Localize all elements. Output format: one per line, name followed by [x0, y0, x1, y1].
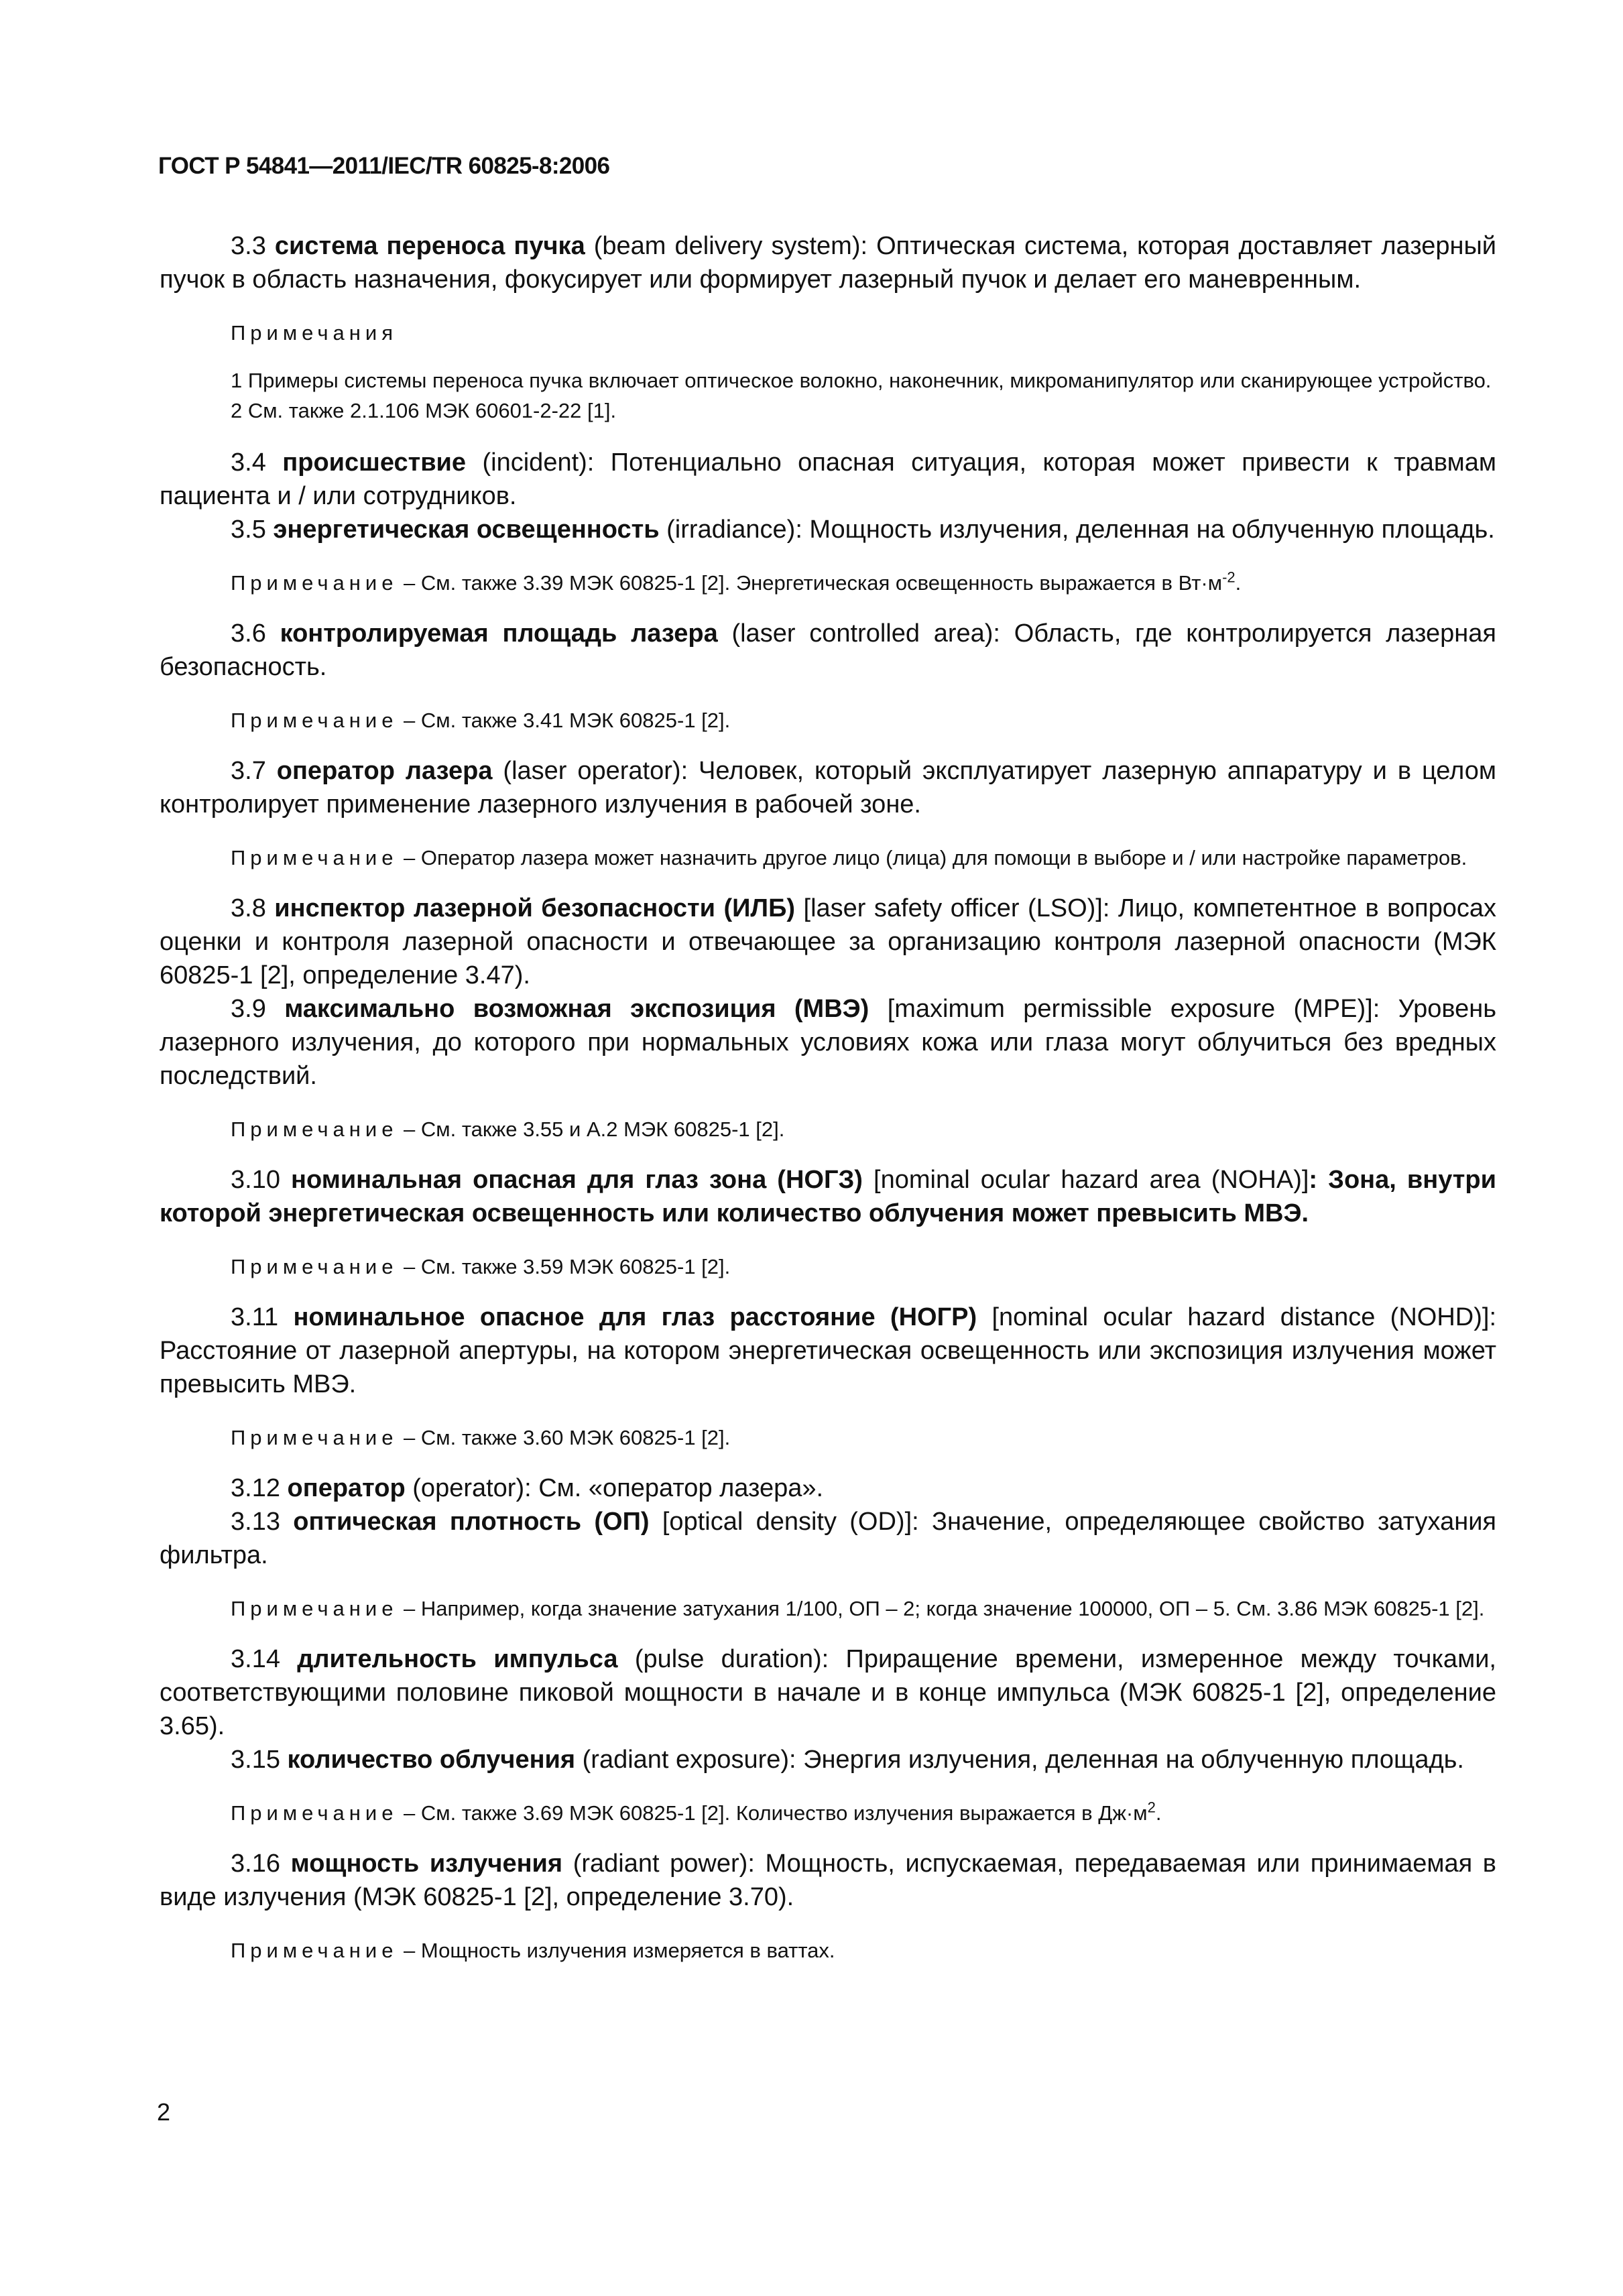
term-3-13: 3.13 оптическая плотность (ОП) [optical density (OD)]: Значение, определяющее свойство затухания фильтра.: [160, 1508, 1496, 1569]
term-3-5: 3.5 энергетическая освещенность (irradiance): Мощность излучения, деленная на облученную площадь.: [231, 516, 1495, 544]
term-3-12: 3.12 оператор (operator): См. «оператор лазера».: [231, 1474, 824, 1502]
document-header: ГОСТ Р 54841—2011/IEC/TR 60825-8:2006: [158, 153, 610, 179]
note-3-3-2: 2 См. также 2.1.106 МЭК 60601-2-22 [1].: [231, 399, 617, 422]
note-3-15: Примечание – См. также 3.69 МЭК 60825-1 [2]. Количество излучения выражается в $Дж\cdot м^2$.: [231, 1799, 1162, 1825]
note-3-16: Примечание – Мощность излучения измеряется в ваттах.: [231, 1939, 835, 1962]
term-3-4: 3.4 происшествие (incident): Потенциально опасная ситуация, которая может привести к травмам пациента и / или сотрудников.: [160, 448, 1496, 510]
term-3-15: 3.15 количество облучения (radiant exposure): Энергия излучения, деленная на облученную площадь.: [231, 1746, 1464, 1774]
term-3-6: 3.6 контролируемая площадь лазера (laser controlled area): Область, где контролируется лазерная безопасность.: [160, 619, 1496, 681]
note-3-7: Примечание – Оператор лазера может назначить другое лицо (лица) для помощи в выборе и / или настройке параметров.: [231, 846, 1467, 869]
note-3-9: Примечание – См. также 3.55 и А.2 МЭК 60825-1 [2].: [231, 1117, 785, 1141]
note-3-6: Примечание – См. также 3.41 МЭК 60825-1 [2].: [231, 709, 731, 732]
term-3-14: 3.14 длительность импульса (pulse duration): Приращение времени, измеренное между точками, соответствующими половине пиковой мощности в начале и в конце импульса (МЭК 60825-1 [2], определение 3.65).: [160, 1645, 1496, 1740]
term-3-7: 3.7 оператор лазера (laser operator): Человек, который эксплуатирует лазерную аппаратуру и в целом контролирует применение лазерного излучения в рабочей зоне.: [160, 757, 1497, 819]
notes-label: Примечания: [231, 321, 398, 345]
term-3-3: 3.3 система переноса пучка (beam delivery system): Оптическая система, которая доставляет лазерный пучок в область назначения, фокусирует или формирует лазерный пучок и делает его маневренным.: [160, 232, 1497, 294]
note-3-5: Примечание – См. также 3.39 МЭК 60825-1 [2]. Энергетическая освещенность выражается в $Вт\cdot м^{-2}$.: [231, 568, 1242, 595]
term-3-9: 3.9 максимально возможная экспозиция (МВЭ) [maximum permissible exposure (MPE)]: Уровень лазерного излучения, до которого при нормальных условиях кожа или глаза могут облучиться без вредных последствий.: [160, 995, 1497, 1090]
term-3-11: 3.11 номинальное опасное для глаз расстояние (НОГР) [nominal ocular hazard distance (NOHD)]: Расстояние от лазерной апертуры, на котором энергетическая освещенность или экспозиция излучения может превысить МВЭ.: [160, 1303, 1496, 1398]
term-3-8: 3.8 инспектор лазерной безопасности (ИЛБ) [laser safety officer (LSO)]: Лицо, компетентное в вопросах оценки и контроля лазерной опасности и отвечающее за организацию контроля лазерной опасности (МЭК 60825-1 [2], определение 3.47).: [160, 894, 1496, 989]
page-content: [160, 229, 1496, 1984]
term-3-10: 3.10 номинальная опасная для глаз зона (НОГЗ) [nominal ocular hazard area (NOHA)]: Зона, внутри которой энергетическая освещенность или количество облучения может превысить МВЭ.: [160, 1166, 1496, 1227]
note-3-3-1: 1 Примеры системы переноса пучка включает оптическое волокно, наконечник, микроманипулятор или сканирующее устройство.: [231, 369, 1492, 392]
note-3-10: Примечание – См. также 3.59 МЭК 60825-1 [2].: [231, 1255, 731, 1278]
note-3-13: Примечание – Например, когда значение затухания 1/100, ОП – 2; когда значение 100000, ОП – 5. См. 3.86 МЭК 60825-1 [2].: [231, 1597, 1485, 1620]
term-3-16: 3.16 мощность излучения (radiant power): Мощность, испускаемая, передаваемая или принимаемая в виде излучения (МЭК 60825-1 [2], определение 3.70).: [160, 1850, 1496, 1911]
page-number: 2: [157, 2098, 171, 2126]
note-3-11: Примечание – См. также 3.60 МЭК 60825-1 [2].: [231, 1426, 731, 1449]
